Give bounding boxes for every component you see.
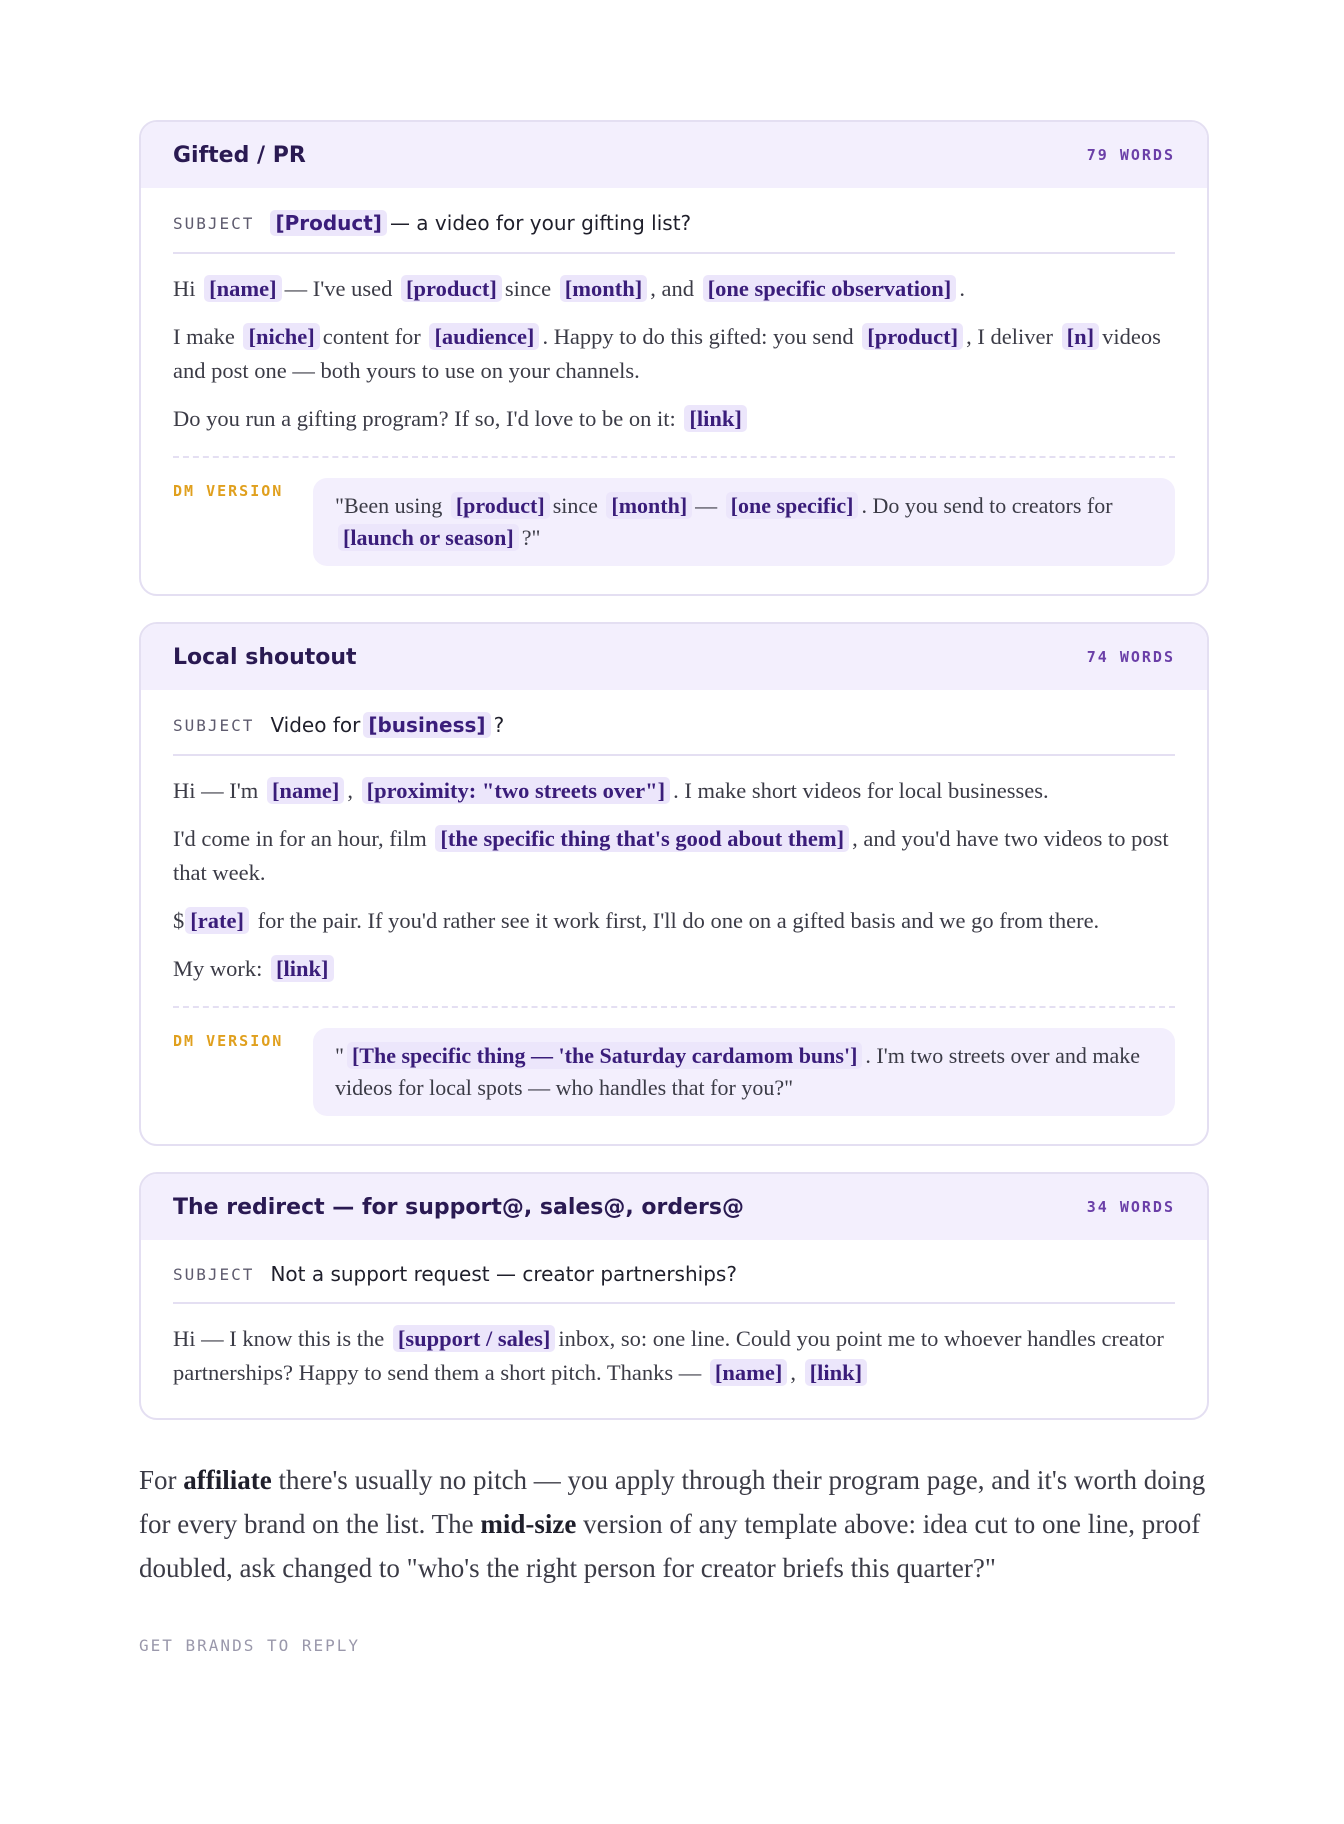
body-text: , and you'd have two videos to post that week.: [173, 826, 1169, 885]
body-text: ,: [790, 1360, 796, 1385]
body-text: since: [504, 276, 552, 301]
placeholder-chip: [name]: [267, 777, 344, 804]
subject-text: ?: [493, 713, 505, 737]
template-card-gifted-pr: [139, 120, 1209, 596]
body-text: .: [959, 276, 965, 301]
card-title: Gifted / PR: [173, 142, 306, 168]
paragraph-text: there's usually no pitch — you apply through their program page, and it's worth doing for every brand on the list. The: [139, 1465, 1206, 1539]
subject-label: SUBJECT: [173, 213, 255, 233]
subject-row: [173, 1240, 1175, 1304]
card-title: Local shoutout: [173, 644, 357, 670]
subject-label: SUBJECT: [173, 715, 255, 735]
placeholder-chip: [name]: [204, 275, 281, 302]
placeholder-chip: [one specific]: [726, 492, 859, 519]
dm-version-row: [173, 1008, 1175, 1116]
subject-text: Not a support request — creator partnerships?: [270, 1262, 737, 1286]
placeholder-chip: [link]: [805, 1359, 868, 1386]
body-paragraph: [173, 402, 1175, 436]
dm-text: —: [695, 493, 718, 518]
placeholder-chip: [name]: [710, 1359, 787, 1386]
card-body: [141, 690, 1207, 1144]
body-text: for the pair. If you'd rather see it work first, I'll do one on a gifted basis and we go from there.: [257, 908, 1100, 933]
template-card-local-shoutout: [139, 622, 1209, 1146]
placeholder-chip: [month]: [606, 492, 692, 519]
placeholder-chip: [n]: [1062, 323, 1100, 350]
placeholder-chip: [support / sales]: [393, 1325, 556, 1352]
placeholder-chip: [product]: [401, 275, 502, 302]
next-section-link[interactable]: GET BRANDS TO REPLY: [139, 1636, 361, 1655]
dm-text: . Do you send to creators for: [861, 493, 1113, 518]
dm-text: . I'm two streets over and make videos for local spots — who handles that for you?": [335, 1043, 1141, 1100]
placeholder-chip: [audience]: [429, 323, 539, 350]
card-title: The redirect — for support@, sales@, orders@: [173, 1194, 744, 1220]
template-page: [139, 120, 1209, 1655]
dm-version-label: DM VERSION: [173, 482, 284, 500]
body-paragraph: [173, 320, 1175, 388]
affiliate-paragraph: [139, 1458, 1209, 1590]
body-paragraph: [173, 774, 1175, 808]
bold-term: mid-size: [480, 1509, 577, 1539]
body-paragraph: [173, 952, 1175, 986]
body-text: Hi: [173, 276, 196, 301]
placeholder-chip: [Product]: [270, 210, 387, 236]
body-text: ,: [347, 778, 354, 803]
placeholder-chip: [month]: [560, 275, 648, 302]
paragraph-text: For: [139, 1465, 177, 1495]
placeholder-chip: [the specific thing that's good about them]: [435, 825, 849, 852]
body-text: , I deliver: [966, 324, 1053, 349]
placeholder-chip: [rate]: [185, 907, 249, 934]
body-text: inbox, so: one line. Could you point me to whoever handles creator partnerships? Happy to send them a short pitch. Thanks —: [173, 1326, 1164, 1385]
placeholder-chip: [link]: [271, 955, 334, 982]
body-paragraph: [173, 272, 1175, 306]
body-text: , and: [650, 276, 694, 301]
body-text: Hi — I'm: [173, 778, 259, 803]
placeholder-chip: [product]: [451, 492, 550, 519]
word-count-badge: 34 WORDS: [1086, 1198, 1175, 1216]
body-paragraph: [173, 1322, 1175, 1390]
body-text: Do you run a gifting program? If so, I'd love to be on it:: [173, 406, 676, 431]
dm-text: ?": [521, 525, 541, 550]
card-body: [141, 188, 1207, 594]
email-body: [173, 1304, 1175, 1390]
body-text: videos and post one — both yours to use on your channels.: [173, 324, 1161, 383]
card-header: [141, 122, 1207, 188]
body-text: I make: [173, 324, 235, 349]
email-body: [173, 254, 1175, 436]
body-text: . I make short videos for local businesses.: [673, 778, 1049, 803]
placeholder-chip: [proximity: "two streets over"]: [362, 777, 670, 804]
dm-text: ": [335, 1043, 344, 1068]
dm-text: "Been using: [335, 493, 443, 518]
placeholder-chip: [launch or season]: [338, 524, 519, 551]
word-count-badge: 74 WORDS: [1086, 648, 1175, 666]
template-card-redirect: [139, 1172, 1209, 1420]
placeholder-chip: [product]: [862, 323, 963, 350]
bold-term: affiliate: [183, 1465, 272, 1495]
email-body: [173, 756, 1175, 986]
paragraph-text: version of any template above: idea cut to one line, proof doubled, ask changed to "who's the right person for creator briefs this quarter?": [139, 1509, 1201, 1583]
placeholder-chip: [link]: [684, 405, 747, 432]
dm-version-box: [313, 1028, 1175, 1116]
placeholder-chip: [business]: [363, 712, 490, 738]
placeholder-chip: [The specific thing — 'the Saturday cardamom buns']: [347, 1042, 862, 1069]
body-text: content for: [322, 324, 421, 349]
subject-label: SUBJECT: [173, 1264, 255, 1284]
body-paragraph: [173, 904, 1175, 938]
subject-text: — a video for your gifting list?: [389, 211, 692, 235]
dm-version-box: [313, 478, 1175, 566]
body-text: My work:: [173, 956, 263, 981]
body-paragraph: [173, 822, 1175, 890]
body-text: $: [173, 908, 185, 933]
subject-row: [173, 188, 1175, 254]
subject-row: [173, 690, 1175, 756]
dm-version-label: DM VERSION: [173, 1032, 284, 1050]
word-count-badge: 79 WORDS: [1086, 146, 1175, 164]
card-header: [141, 1174, 1207, 1240]
body-text: . Happy to do this gifted: you send: [542, 324, 854, 349]
placeholder-chip: [niche]: [243, 323, 319, 350]
card-body: [141, 1240, 1207, 1418]
placeholder-chip: [one specific observation]: [703, 275, 957, 302]
body-text: Hi — I know this is the: [173, 1326, 385, 1351]
subject-text: Video for: [270, 713, 361, 737]
dm-text: since: [552, 493, 598, 518]
card-header: [141, 624, 1207, 690]
body-text: — I've used: [284, 276, 393, 301]
dm-version-row: [173, 458, 1175, 566]
body-text: I'd come in for an hour, film: [173, 826, 427, 851]
